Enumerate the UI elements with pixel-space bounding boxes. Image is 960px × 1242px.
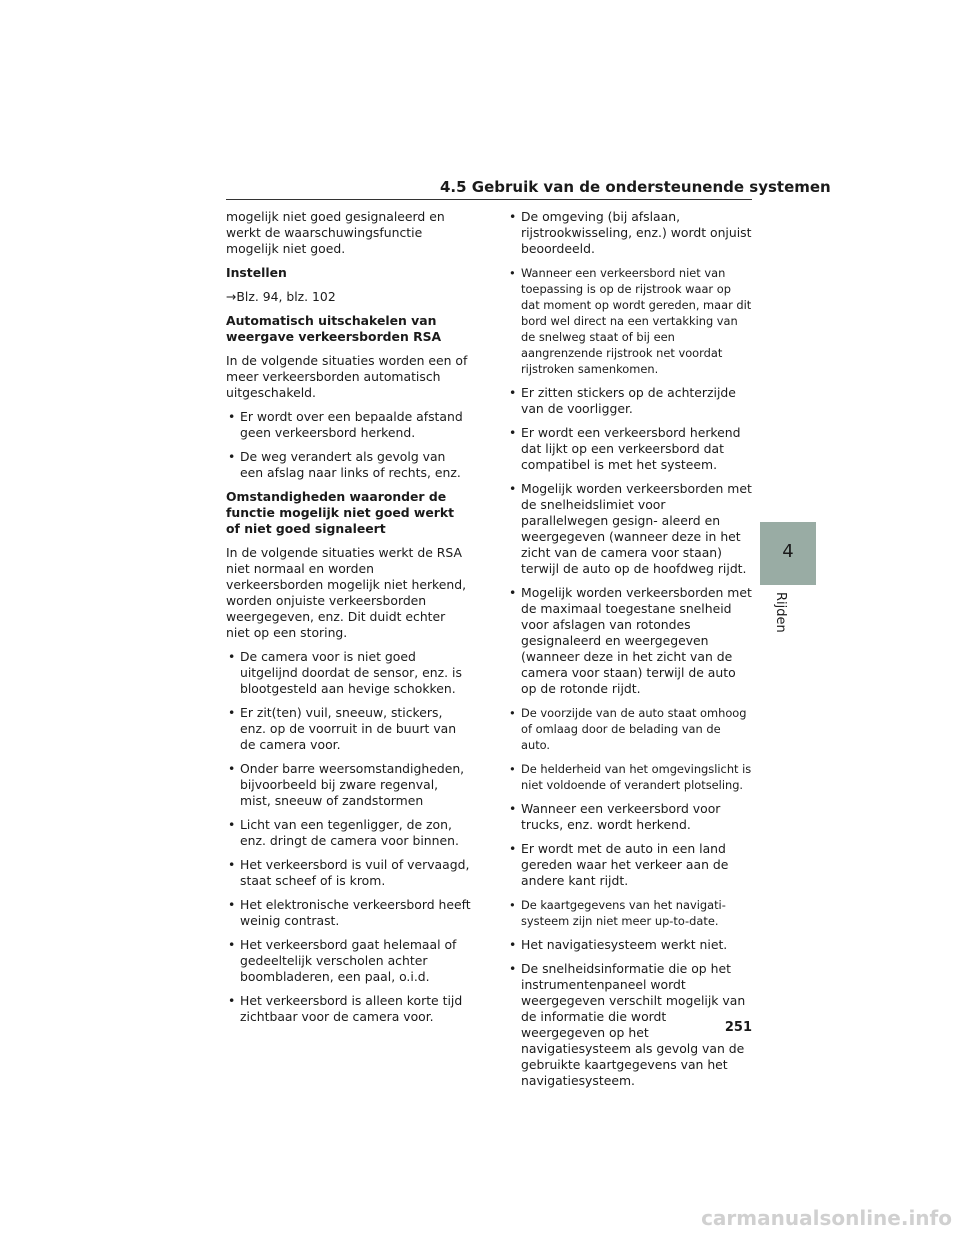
list-item: • Er wordt over een bepaalde afstand geen verkeersbord herkend. — [226, 409, 471, 441]
arrow-icon: → — [226, 289, 237, 304]
header-divider — [226, 199, 752, 200]
list-item: • De camera voor is niet goed uitgelijnd doordat de sensor, enz. is blootgesteld aan hevige schokken. — [226, 649, 471, 697]
page-reference-text: Blz. 94, blz. 102 — [236, 289, 336, 304]
list-item: • Er zit(ten) vuil, sneeuw, stickers, enz. op de voorruit in de buurt van de camera voor. — [226, 705, 471, 753]
right-list — [507, 209, 752, 1089]
list-item: • Het navigatiesysteem werkt niet. — [507, 937, 752, 953]
page-number: 251 — [724, 1020, 752, 1035]
intro-paragraph: mogelijk niet goed gesignaleerd en werkt de waarschuwingsfunctie mogelijk niet goed. — [226, 209, 445, 256]
list-item: • De omgeving (bij afslaan, rijstrookwisseling, enz.) wordt onjuist beoordeeld. — [507, 209, 752, 257]
list-item: • Er wordt een verkeersbord herkend dat lijkt op een verkeersbord dat compatibel is met het systeem. — [507, 425, 752, 473]
auto-uitschakelen-paragraph: In de volgende situaties worden een of meer verkeersborden automatisch uitgeschakeld. — [226, 353, 468, 400]
list-item: • Het verkeersbord is alleen korte tijd zichtbaar voor de camera voor. — [226, 993, 471, 1025]
omstandigheden-paragraph: In de volgende situaties werkt de RSA niet normaal en worden verkeersborden mogelijk niet herkend, worden onjuiste verkeersborden weergegeven, enz. Dit duidt echter niet op een storing. — [226, 545, 467, 640]
auto-uitschakelen-list — [226, 409, 471, 481]
left-column — [226, 209, 471, 1033]
chapter-label: Rijden — [773, 592, 788, 633]
list-item: • Mogelijk worden verkeersborden met de maximaal toegestane snelheid voor afslagen van rotondes gesignaleerd en weergegeven (wanneer deze in het zicht van de camera voor staan) terwijl de auto op de rotonde rijdt. — [507, 585, 752, 697]
heading-auto-uitschakelen: Automatisch uitschakelen van weergave verkeersborden RSA — [226, 313, 442, 344]
list-item: • Onder barre weersomstandigheden, bijvoorbeeld bij zware regenval, mist, sneeuw of zandstormen — [226, 761, 471, 809]
list-item: • Er wordt met de auto in een land gereden waar het verkeer aan de andere kant rijdt. — [507, 841, 752, 889]
list-item: • Wanneer een verkeersbord niet van toepassing is op de rijstrook waar op dat moment op wordt gereden, maar dit bord wel direct na een vertakking van de snelweg staat of bij een aangrenzende rijstrook net voordat rijstroken samenkomen. — [507, 265, 752, 377]
list-item: • De helderheid van het omgevingslicht is niet voldoende of verandert plotseling. — [507, 761, 752, 793]
list-item: • De voorzijde van de auto staat omhoog of omlaag door de belading van de auto. — [507, 705, 752, 753]
list-item: • Het verkeersbord is vuil of vervaagd, staat scheef of is krom. — [226, 857, 471, 889]
list-item: • De weg verandert als gevolg van een afslag naar links of rechts, enz. — [226, 449, 471, 481]
list-item: • Wanneer een verkeersbord voor trucks, enz. wordt herkend. — [507, 801, 752, 833]
list-item: • Licht van een tegenligger, de zon, enz. dringt de camera voor binnen. — [226, 817, 471, 849]
omstandigheden-list — [226, 649, 471, 1025]
heading-omstandigheden: Omstandigheden waaronder de functie mogelijk niet goed werkt of niet goed signaleert — [226, 489, 455, 536]
list-item: • Het verkeersbord gaat helemaal of gedeeltelijk verscholen achter boombladeren, een paal, o.i.d. — [226, 937, 471, 985]
list-item: • Er zitten stickers op de achterzijde van de voorligger. — [507, 385, 752, 417]
list-item: • De snelheidsinformatie die op het instrumentenpaneel wordt weergegeven verschilt mogelijk van de informatie die wordt weergegeven op het navigatiesysteem als gevolg van de gebruikte kaartgegevens van het navigatiesysteem. — [507, 961, 752, 1089]
list-item: • Mogelijk worden verkeersborden met de snelheidslimiet voor parallelwegen gesign- aleerd en weergegeven (wanneer deze in het zicht van de camera voor staan) terwijl de auto op de hoofdweg rijdt. — [507, 481, 752, 577]
section-header: 4.5 Gebruik van de ondersteunende systemen — [440, 178, 831, 196]
heading-instellen: Instellen — [226, 265, 287, 280]
page-reference[interactable] — [226, 289, 471, 305]
list-item: • Het elektronische verkeersbord heeft weinig contrast. — [226, 897, 471, 929]
watermark: carmanualsonline.info — [701, 1206, 952, 1230]
list-item: • De kaartgegevens van het navigati- systeem zijn niet meer up-to-date. — [507, 897, 752, 929]
right-column — [507, 209, 752, 1097]
chapter-number: 4 — [782, 541, 794, 562]
